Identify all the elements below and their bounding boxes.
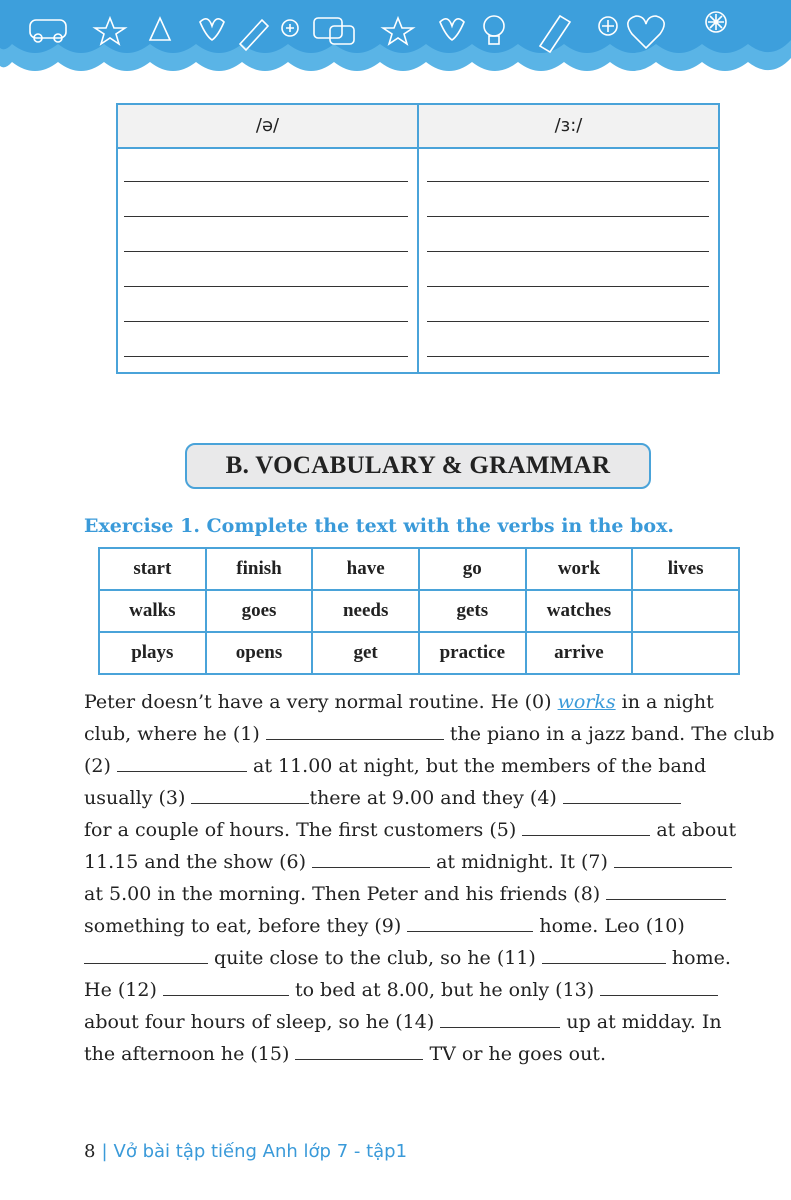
answer-blank-3[interactable] bbox=[191, 785, 309, 804]
answer-blank-7[interactable] bbox=[614, 849, 732, 868]
text-segment: quite close to the club, so he (11) bbox=[208, 947, 542, 969]
verb-cell: practice bbox=[419, 632, 526, 674]
text-line-6 bbox=[84, 879, 756, 909]
book-title: Vở bài tập tiếng Anh bbox=[113, 1141, 298, 1162]
text-segment: 11.15 and the show (6) bbox=[84, 851, 313, 873]
text-segment: up at midday. In bbox=[560, 1011, 722, 1033]
verb-cell: opens bbox=[206, 632, 313, 674]
footer-separator: | bbox=[101, 1141, 108, 1162]
text-segment: at 11.00 at night, but the members of the band bbox=[246, 755, 707, 777]
answer-blank-6[interactable] bbox=[312, 849, 430, 868]
answer-line[interactable] bbox=[427, 251, 709, 252]
text-segment: in a night bbox=[615, 691, 714, 713]
answer-line[interactable] bbox=[124, 216, 408, 217]
book-grade: lớp 7 - tập1 bbox=[303, 1141, 408, 1162]
answer-line[interactable] bbox=[427, 216, 709, 217]
text-segment: Peter doesn’t have a very normal routine. He (0) bbox=[84, 691, 558, 713]
text-segment: there at 9.00 and they (4) bbox=[309, 787, 563, 809]
text-line-2 bbox=[84, 751, 756, 781]
answer-blank-15[interactable] bbox=[295, 1041, 423, 1060]
text-line-5 bbox=[84, 847, 756, 877]
answer-line[interactable] bbox=[427, 286, 709, 287]
text-line-7 bbox=[84, 911, 756, 941]
answer-blank-1[interactable] bbox=[266, 721, 444, 740]
verb-box-table bbox=[98, 547, 740, 675]
answer-line[interactable] bbox=[427, 181, 709, 182]
answer-blank-8[interactable] bbox=[606, 881, 726, 900]
verb-cell: arrive bbox=[526, 632, 633, 674]
phonetics-column-divider bbox=[417, 105, 419, 372]
verb-row bbox=[99, 548, 739, 590]
text-segment: for a couple of hours. The first customers (5) bbox=[84, 819, 523, 841]
answer-blank-5[interactable] bbox=[522, 817, 650, 836]
text-segment: home. bbox=[665, 947, 731, 969]
answer-blank-13[interactable] bbox=[600, 977, 718, 996]
text-line-1 bbox=[84, 719, 775, 749]
verb-row bbox=[99, 590, 739, 632]
text-segment: club, where he (1) bbox=[84, 723, 266, 745]
text-segment: He (12) bbox=[84, 979, 163, 1001]
text-segment: TV or he goes out. bbox=[423, 1043, 606, 1065]
answer-line[interactable] bbox=[124, 286, 408, 287]
verb-cell: needs bbox=[312, 590, 419, 632]
text-segment: usually (3) bbox=[84, 787, 192, 809]
verb-cell: lives bbox=[632, 548, 739, 590]
phonetic-symbol-schwa: /ə/ bbox=[255, 115, 280, 136]
text-segment: at about bbox=[650, 819, 737, 841]
text-line-10 bbox=[84, 1007, 756, 1037]
example-answer: works bbox=[557, 691, 616, 713]
text-line-8 bbox=[84, 943, 756, 973]
text-segment: at midnight. It (7) bbox=[430, 851, 614, 873]
verb-cell: watches bbox=[526, 590, 633, 632]
verb-cell: have bbox=[312, 548, 419, 590]
answer-line[interactable] bbox=[124, 181, 408, 182]
phonetics-table bbox=[116, 103, 720, 374]
answer-blank-12[interactable] bbox=[163, 977, 289, 996]
answer-blank-14[interactable] bbox=[440, 1009, 560, 1028]
verb-cell bbox=[632, 590, 739, 632]
verb-cell: work bbox=[526, 548, 633, 590]
answer-line[interactable] bbox=[124, 251, 408, 252]
verb-cell: get bbox=[312, 632, 419, 674]
answer-blank-10[interactable] bbox=[84, 945, 208, 964]
verb-cell: walks bbox=[99, 590, 206, 632]
verb-cell: go bbox=[419, 548, 526, 590]
verb-cell: start bbox=[99, 548, 206, 590]
answer-line[interactable] bbox=[124, 321, 408, 322]
answer-line[interactable] bbox=[124, 356, 408, 357]
page-footer bbox=[84, 1141, 407, 1162]
verb-cell: gets bbox=[419, 590, 526, 632]
section-title: B. VOCABULARY & GRAMMAR bbox=[225, 452, 611, 479]
section-heading-box bbox=[185, 443, 651, 489]
text-segment: about four hours of sleep, so he (14) bbox=[84, 1011, 441, 1033]
top-banner bbox=[0, 0, 791, 82]
phonetic-symbol-long-er: /ɜ:/ bbox=[554, 115, 583, 136]
verb-cell bbox=[632, 632, 739, 674]
verb-cell: finish bbox=[206, 548, 313, 590]
text-line-9 bbox=[84, 975, 756, 1005]
answer-blank-4[interactable] bbox=[563, 785, 681, 804]
answer-blank-11[interactable] bbox=[542, 945, 666, 964]
answer-line[interactable] bbox=[427, 356, 709, 357]
verb-cell: plays bbox=[99, 632, 206, 674]
verb-row bbox=[99, 632, 739, 674]
text-segment: home. Leo (10) bbox=[533, 915, 685, 937]
text-line-11 bbox=[84, 1039, 756, 1069]
text-segment: the afternoon he (15) bbox=[84, 1043, 296, 1065]
exercise-title: Exercise 1. Complete the text with the verbs in the box. bbox=[84, 515, 675, 537]
text-segment: to bed at 8.00, but he only (13) bbox=[288, 979, 601, 1001]
text-line-3 bbox=[84, 783, 756, 813]
text-segment: something to eat, before they (9) bbox=[84, 915, 408, 937]
text-segment: the piano in a jazz band. The club bbox=[443, 723, 775, 745]
text-segment: (2) bbox=[84, 755, 117, 777]
text-segment: at 5.00 in the morning. Then Peter and his friends (8) bbox=[84, 883, 607, 905]
text-line-0 bbox=[84, 687, 756, 717]
page-number: 8 bbox=[84, 1141, 96, 1162]
answer-blank-2[interactable] bbox=[117, 753, 247, 772]
text-line-4 bbox=[84, 815, 756, 845]
verb-cell: goes bbox=[206, 590, 313, 632]
answer-line[interactable] bbox=[427, 321, 709, 322]
answer-blank-9[interactable] bbox=[407, 913, 533, 932]
